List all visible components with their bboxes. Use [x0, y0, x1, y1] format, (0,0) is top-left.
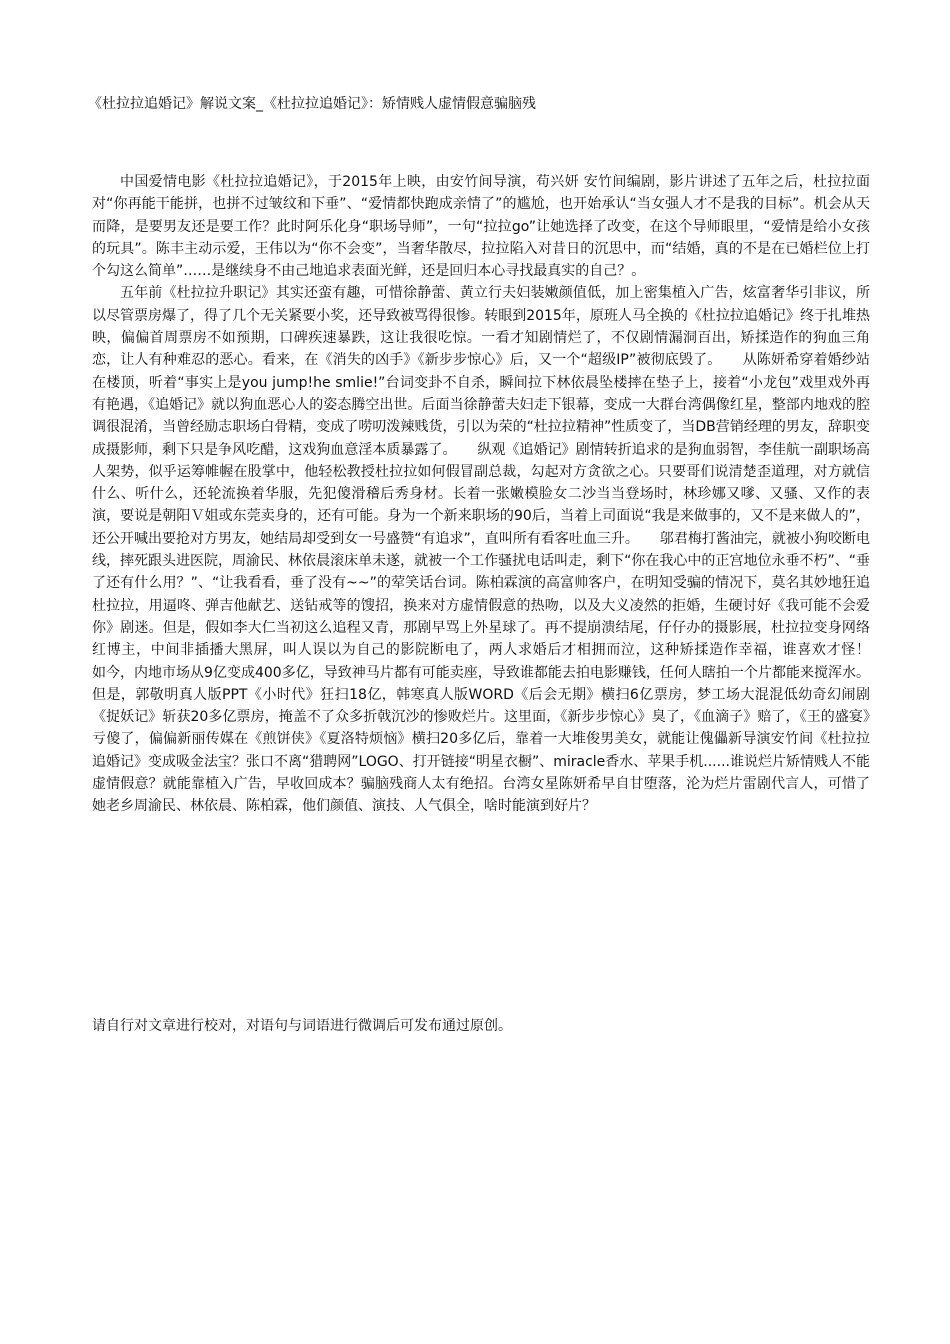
document-title: 《杜拉拉追婚记》解说文案_《杜拉拉追婚记》：矫情贱人虚情假意骗脑残 [88, 96, 536, 112]
article-paragraph-1: 中国爱情电影《杜拉拉追婚记》，于2015年上映，由安竹间导演，苟兴妍 安竹间编剧，影片讲述了五年之后，杜拉拉面对“你再能干能拼，也拼不过皱纹和下垂”、“爱情都快跑成亲情了”的尴尬，也开始承认“当女强人才不是我的目标”。机会从天而降，是要男友还是要工作？此时阿乐化身“职场导师”，一句“拉拉go”让她选择了改变，在这个导师眼里，“爱情是给小女孩的玩具”。陈丰主动示爱，王伟以为“你不会变”，当奢华散尽，拉拉陷入对昔日的沉思中，而“结婚，真的不是在已婚栏位上打个勾这么简单”……是继续身不由己地追求表面光鲜，还是回归本心寻找最真实的自己？。 [92, 174, 870, 280]
article-paragraph-2: 五年前《杜拉拉升职记》其实还蛮有趣，可惜徐静蕾、黄立行夫妇装嫩颜值低，加上密集植入广告，炫富奢华引非议，所以尽管票房爆了，得了几个无关紧要小奖，还导致被骂得很惨。转眼到2015年，原班人马全换的《杜拉拉追婚记》终于扎堆热映，偏偏首周票房不如预期，口碑疾速暴跌，这让我很吃惊。一看才知剧情烂了，不仅剧情漏洞百出，矫揉造作的狗血三角恋，让人有种难忍的恶心。看来，在《消失的凶手》《新步步惊心》后，又一个“超级IP”被彻底毁了。 从陈妍希穿着婚纱站在楼顶，听着“事实上是you jump!he smlie!”台词变卦不自杀，瞬间拉下林依晨坠楼摔在垫子上，接着“小龙包”戏里戏外再有艳遇，《追婚记》就以狗血恶心人的姿态腾空出世。后面当徐静蕾夫妇走下银幕，变成一大群台湾偶像红星，整部内地戏的腔调很混淆，当曾经励志职场白骨精，变成了唠叨泼辣贱货，引以为荣的“杜拉拉精神”性质变了，当DB营销经理的男友，辞职变成摄影师，剩下只是争风吃醋，这戏狗血意淫本质暴露了。 纵观《追婚记》剧情转折追求的是狗血弱智，李佳航一副职场高人架势，似乎运筹帷幄在股掌中，他轻松教授杜拉拉如何假冒副总裁，勾起对方贪欲之心。只要哥们说清楚歪道理，对方就信什么、听什么，还轮流换着华服，先犯傻滑稽后秀身材。长着一张嫩模脸女二沙当当登场时，林珍娜又嗲、又骚、又作的表演，要说是朝阳Ｖ姐或东莞卖身的，还有可能。身为一个新来职场的90后，当着上司面说“我是来做事的，又不是来做人的”，还公开喊出要抢对方男友，她结局却受到女一号盛赞“有追求”，直叫所有看客吐血三升。 邬君梅打酱油完，就被小狗咬断电线，摔死跟头进医院，周渝民、林依晨滚床单未遂，就被一个工作骚扰电话叫走，剩下“你在我心中的正宫地位永垂不朽”、“垂了还有什么用？”、“让我看看，垂了没有~~”的荤笑话台词。陈柏霖演的高富帅客户，在明知受骗的情况下，莫名其妙地狂追杜拉拉，用逼咚、弹吉他献艺、送钻戒等的馊招，换来对方虚情假意的热吻，以及大义凌然的拒婚，生硬讨好《我可能不会爱你》剧迷。但是，假如李大仁当初这么追程又青，那剧早骂上外星球了。再不提崩溃结尾，仔仔办的摄影展，杜拉拉变身网络红博主，中间非插播大黑屏，叫人误以为自己的影院断电了，两人求婚后才相拥而泣，这种矫揉造作幸福，谁喜欢才怪！ 如今，内地市场从9亿变成400多亿，导致神马片都有可能卖座，导致谁都能去拍电影赚钱，任何人瞎拍一个片都能来搅浑水。但是，郭敬明真人版PPT《小时代》狂扫18亿，韩寒真人版WORD《后会无期》横扫6亿票房，梦工场大混混低幼奇幻闹剧《捉妖记》斩获20多亿票房，掩盖不了众多折戟沉沙的惨败烂片。这里面，《新步步惊心》臭了，《血滴子》赔了，《王的盛宴》亏傻了，偏偏新丽传媒在《煎饼侠》《夏洛特烦恼》横扫20多亿后，靠着一大堆俊男美女，就能让傀儡新导演安竹间《杜拉拉追婚记》变成吸金法宝？张口不离“猎聘网”LOGO、打开链接“明星衣橱”、miracle香水、苹果手机......谁说烂片矫情贱人不能虚情假意？就能靠植入广告，早收回成本？骗脑残商人太有绝招。台湾女星陈妍希早自甘堕落，沦为烂片雷剧代言人，可惜了她老乡周渝民、林依晨、陈柏霖，他们颜值、演技、人气俱全，啥时能演到好片？ [92, 285, 898, 815]
article-body [92, 171, 898, 818]
footer-note: 请自行对文章进行校对，对语句与词语进行微调后可发布通过原创。 [92, 1018, 512, 1034]
